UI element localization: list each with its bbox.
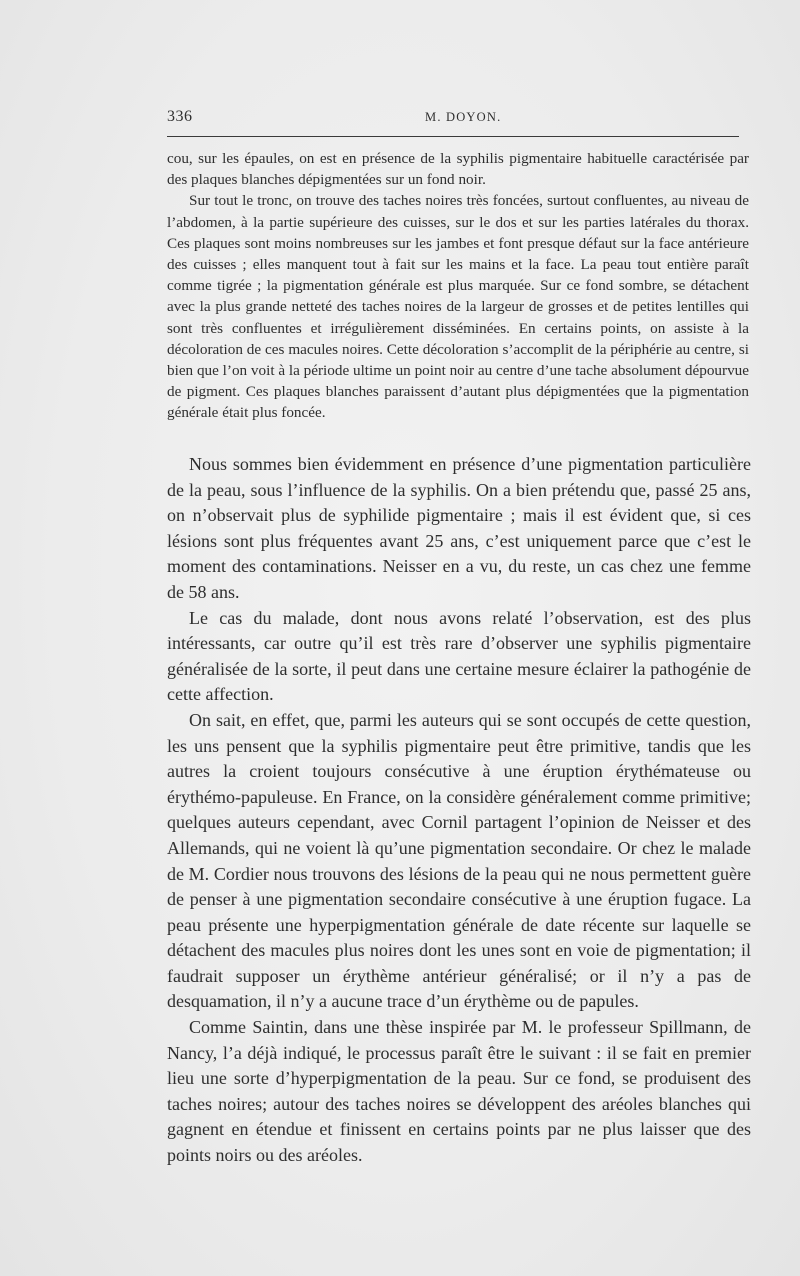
continued-paragraph: cou, sur les épaules, on est en présence de la syphilis pigmentaire habituelle caractérisée par des plaques blanches dépigmentées sur un fond noir.: [167, 150, 749, 189]
page-number: 336: [167, 108, 193, 125]
paragraph: Le cas du malade, dont nous avons relaté l’observation, est des plus intéressants, car outre qu’il est très rare d’observer une syphilis pigmentaire généralisée de la sorte, il peut dans une certaine mesure éclairer la pathogénie de cette affection.: [167, 607, 751, 705]
discussion-text: [167, 452, 751, 1169]
paragraph: On sait, en effet, que, parmi les auteurs qui se sont occupés de cette question, les uns pensent que la syphilis pigmentaire peut être primitive, tandis que les autres la croient toujours consécutive à une éruption érythémateuse ou érythémo-papuleuse. En France, on la considère généralement comme primitive; quelques auteurs cependant, avec Cornil partagent l’opinion de Neisser et des Allemands, qui ne voient là qu’une pigmentation secondaire. Or chez le malade de M. Cordier nous trouvons des lésions de la peau qui ne nous permettent guère de penser à une pigmentation secondaire consécutive à une éruption fugace. La peau présente une hyperpigmentation générale de date récente sur laquelle se détachent des macules plus noires dont les unes sont en voie de pigmentation; il faudrait supposer un érythème antérieur généralisé; or il n’y a pas de desquamation, il n’y a aucune trace d’un érythème ou de papules.: [167, 709, 751, 1012]
paragraph: Comme Saintin, dans une thèse inspirée par M. le professeur Spillmann, de Nancy, l’a déjà indiqué, le processus paraît être le suivant : il se fait en premier lieu une sorte d’hyperpigmentation de la peau. Sur ce fond, se produisent des taches noires; autour des taches noires se développent des aréoles blanches qui gagnent en étendue et finissent en certains points par ne plus laisser que des points noirs ou des aréoles.: [167, 1017, 751, 1166]
observation-paragraph: Sur tout le tronc, on trouve des taches noires très foncées, surtout confluentes, au niveau de l’abdomen, à la partie supérieure des cuisses, sur le dos et sur les parties latérales du thorax. Ces plaques sont moins nombreuses sur les jambes et font presque défaut sur la face antérieure des cuisses ; elles manquent tout à fait sur les mains et la face. La peau tout entière paraît comme tigrée ; la pigmentation générale est plus marquée. Sur ce fond sombre, se détachent avec la plus grande netteté des taches noires de la largeur de grosses et de petites lentilles qui sont très confluentes et irrégulièrement disséminées. En certains points, on assiste à la décoloration de ces macules noires. Cette décoloration s’accomplit de la périphérie au centre, si bien que l’on voit à la période ultime un point noir au centre d’une tache absolument dépourvue de pigment. Ces plaques blanches paraissent d’autant plus dépigmentées que la pigmentation générale était plus foncée.: [167, 192, 750, 422]
paragraph: Nous sommes bien évidemment en présence d’une pigmentation particulière de la peau, sous l’influence de la syphilis. On a bien prétendu que, passé 25 ans, on n’observait plus de syphilide pigmentaire ; mais il est évident que, si ces lésions sont plus fréquentes avant 25 ans, c’est uniquement parce que c’est le moment des contaminations. Neisser en a vu, du reste, un cas chez une femme de 58 ans.: [167, 454, 751, 602]
running-head: M. DOYON.: [425, 110, 502, 124]
observation-text: [167, 148, 749, 424]
header-rule: [167, 136, 739, 137]
page-header: [167, 108, 767, 130]
